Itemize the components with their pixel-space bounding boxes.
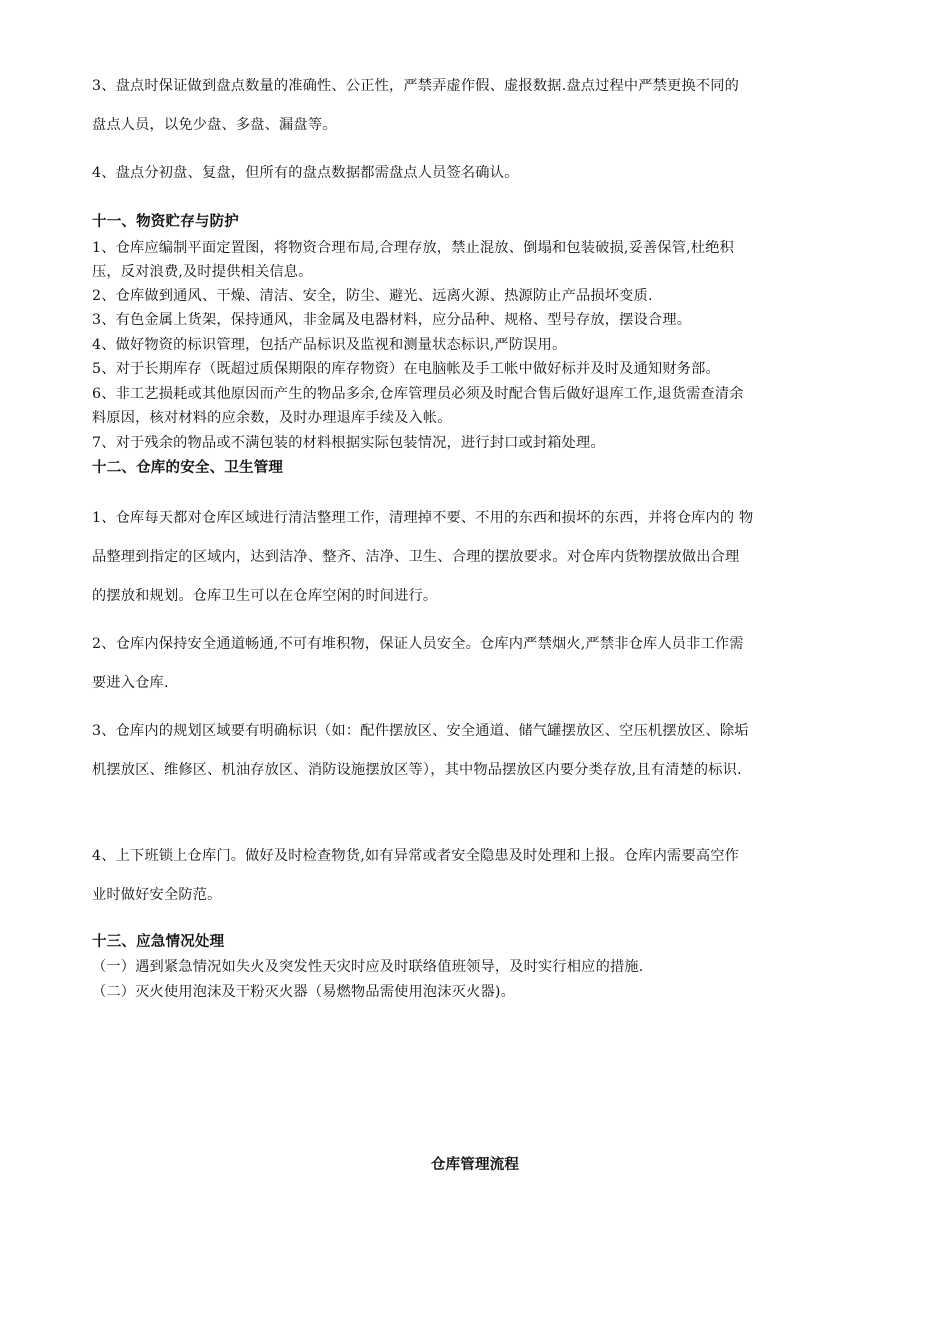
section-11-item-6-line-1: 6、非工艺损耗或其他原因而产生的物品多余,仓库管理员必须及时配合售后做好退库工作,退货需查清余	[92, 386, 744, 402]
section-12-item-1-line-3: 的摆放和规划。仓库卫生可以在仓库空闲的时间进行。	[92, 588, 438, 604]
section-12-item-2-line-1: 2、仓库内保持安全通道畅通,不可有堆积物，保证人员安全。仓库内严禁烟火,严禁非仓库人员非工作需	[92, 636, 744, 652]
section-12-item-4-line-1: 4、上下班锁上仓库门。做好及时检查物货,如有异常或者安全隐患及时处理和上报。仓库内需要高空作	[92, 848, 739, 864]
section-12-item-3-line-2: 机摆放区、维修区、机油存放区、消防设施摆放区等），其中物品摆放区内要分类存放,且有清楚的标识.	[92, 762, 742, 778]
section-11-item-6-line-2: 料原因，核对材料的应余数，及时办理退库手续及入帐。	[92, 410, 452, 426]
section-12-item-1-line-2: 品整理到指定的区域内，达到洁净、整齐、洁净、卫生、合理的摆放要求。对仓库内货物摆放做出合理	[92, 549, 740, 565]
section-11-item-7: 7、对于残余的物品或不满包装的材料根据实际包装情况，进行封口或封箱处理。	[92, 435, 605, 451]
section-12-item-4-line-2: 业时做好安全防范。	[92, 887, 222, 903]
section-12-item-1-line-1: 1、仓库每天都对仓库区域进行清洁整理工作，清理掉不要、不用的东西和损坏的东西，并将仓库内的 物	[92, 510, 754, 526]
section-11-item-2: 2、仓库做到通风、干燥、清洁、安全，防尘、避光、远离火源、热源防止产品损坏变质.	[92, 288, 653, 304]
section-11-item-1-line-1: 1、仓库应编制平面定置图，将物资合理布局,合理存放，禁止混放、倒塌和包装破损,妥善保管,杜绝积	[92, 240, 735, 256]
section-13-item-2: （二）灭火使用泡沫及干粉灭火器（易燃物品需使用泡沫灭火器)。	[92, 984, 515, 1000]
inventory-item-4: 4、盘点分初盘、复盘，但所有的盘点数据都需盘点人员签名确认。	[92, 165, 519, 181]
inventory-item-3-line-1: 3、盘点时保证做到盘点数量的准确性、公正性，严禁弄虚作假、虚报数据.盘点过程中严禁更换不同的	[92, 78, 739, 94]
section-12-heading: 十二、仓库的安全、卫生管理	[92, 460, 284, 476]
footer-title: 仓库管理流程	[430, 1157, 520, 1173]
section-11-heading: 十一、物资贮存与防护	[92, 214, 239, 230]
section-11-item-1-line-2: 压，反对浪费,及时提供相关信息。	[92, 264, 313, 280]
section-13-item-1: （一）遇到紧急情况如失火及突发性天灾时应及时联络值班领导，及时实行相应的措施.	[92, 959, 644, 975]
inventory-item-3-line-2: 盘点人员，以免少盘、多盘、漏盘等。	[92, 117, 337, 133]
section-11-item-5: 5、对于长期库存（既超过质保期限的库存物资）在电脑帐及手工帐中做好标并及时及通知财务部。	[92, 361, 720, 377]
section-12-item-3-line-1: 3、仓库内的规划区域要有明确标识（如：配件摆放区、安全通道、储气罐摆放区、空压机摆放区、除垢	[92, 723, 749, 739]
section-11-item-3: 3、有色金属上货架，保持通风，非金属及电器材料，应分品种、规格、型号存放，摆设合理。	[92, 312, 692, 328]
section-13-heading: 十三、应急情况处理	[92, 934, 225, 950]
section-11-item-4: 4、做好物资的标识管理，包括产品标识及监视和测量状态标识,严防误用。	[92, 337, 567, 353]
section-12-item-2-line-2: 要进入仓库.	[92, 675, 169, 691]
